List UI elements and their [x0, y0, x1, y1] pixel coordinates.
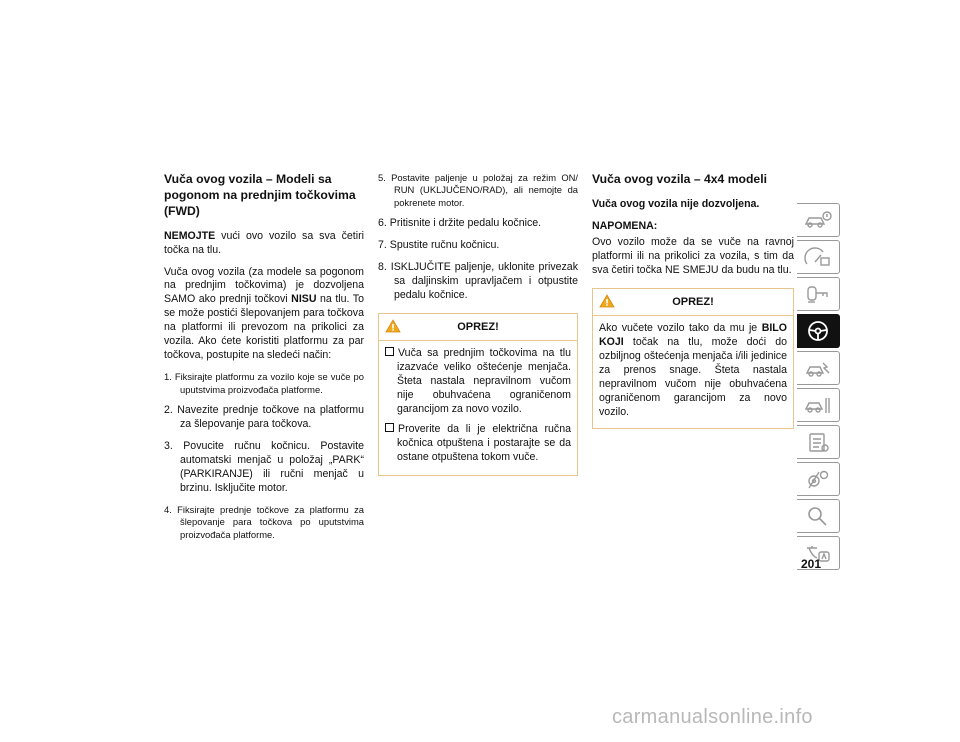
chapter-tab-rail	[797, 203, 840, 573]
keyword-nemojte: NEMOJTE	[164, 229, 216, 242]
page-number: 201	[801, 557, 822, 571]
note-text: Ovo vozilo može da se vuče na ravnoj platformi ili na prikolici za vozila, s tim da sva četiri točka NE SMEJU da budu na tlu.	[592, 235, 794, 276]
subheading-not-allowed: Vuča ovog vozila nije dozvoljena.	[592, 197, 760, 210]
step-7: 7. Spustite ručnu kočnicu.	[378, 239, 500, 252]
column-left	[164, 172, 364, 549]
tab-checklist[interactable]	[797, 425, 840, 459]
warning-text-part: točak na tlu, može doći do ozbiljnog oštećenja menjača i/ili jedinice za prenos snage. Šteta nastala nepravilnom vučom nije obuhvaćena ograničenom garancijom za novo vozilo.	[599, 335, 787, 418]
column-middle	[378, 172, 578, 476]
tab-car-tools[interactable]	[797, 388, 840, 422]
step-6: 6. Pritisnite i držite pedalu kočnice.	[378, 217, 542, 230]
warning-text	[599, 322, 787, 420]
step-4: 4. Fiksirajte prednje točkove za platformu za šlepovanje para točkova po uputstvima proizvođača platforme.	[164, 503, 364, 540]
warning-box-fwd	[378, 313, 578, 476]
warning-item-text: Proverite da li je električna ručna kočnica otpuštena i postarajte se da ostane otpuštena tokom vuče.	[397, 422, 571, 463]
tab-search[interactable]	[797, 499, 840, 533]
keyword-bilo-koji: BILO KOJI	[599, 321, 787, 348]
warning-body	[593, 316, 793, 428]
watermark: carmanualsonline.info	[612, 706, 813, 728]
paragraph-text: na tlu. To se može postići šlepovanjem para točkova na platformi ili prevozom na prikolici za vozila. Ako ćete koristiti platformu za par točkova, postupite na sledeći način:	[164, 293, 364, 362]
paragraph-text: Vuča ovog vozila (za modele sa pogonom na prednjim točkovima) je dozvoljena SAMO ako prednji točkovi	[164, 265, 364, 306]
checklist-icon	[803, 431, 833, 453]
car-tools-icon	[803, 394, 833, 416]
section-heading-fwd: Vuča ovog vozila – Modeli sa pogonom na prednjim točkovima (FWD)	[164, 172, 356, 218]
warning-box-4x4	[592, 288, 794, 429]
warning-text-part: Ako vučete vozilo tako da mu je	[599, 321, 762, 334]
keys-icon	[803, 283, 833, 305]
step-1: 1. Fiksirajte platformu za vozilo koje se vuče po uputstvima proizvođača platforme.	[164, 371, 364, 395]
checkbox-bullet-icon	[385, 423, 394, 432]
tab-gears[interactable]	[797, 462, 840, 496]
warning-title: OPREZ!	[672, 295, 714, 308]
steering-wheel-icon	[803, 319, 833, 343]
checkbox-bullet-icon	[385, 347, 394, 356]
dashboard-lights-icon	[803, 246, 833, 268]
keyword-nisu: NISU	[291, 293, 317, 306]
tab-crash[interactable]	[797, 351, 840, 385]
column-right	[592, 172, 794, 429]
steps-list-5-8	[378, 172, 578, 303]
crash-icon	[803, 357, 833, 379]
step-8: 8. ISKLJUČITE paljenje, uklonite privezak sa daljinskim upravljačem i otpustite pedalu kočnice.	[378, 261, 578, 302]
tab-dashboard-lights[interactable]	[797, 240, 840, 274]
warning-item-text: Vuča sa prednjim točkovima na tlu izazvaće veliko oštećenje menjača. Šteta nastala nepravilnom vučom nije obuhvaćena ograničenom garancijom za novo vozilo.	[397, 347, 571, 415]
section-heading-4x4: Vuča ovog vozila – 4x4 modeli	[592, 172, 767, 186]
warning-item	[385, 423, 571, 465]
step-3: 3. Povucite ručnu kočnicu. Postavite automatski menjač u položaj „PARK“ (PARKIRANJE) ili ručni menjač u brzinu. Isključite motor.	[164, 440, 364, 494]
paragraph-nemojte	[164, 230, 364, 258]
tab-car-info[interactable]	[797, 203, 840, 237]
warning-item	[385, 347, 571, 417]
warning-triangle-icon	[385, 319, 401, 333]
tab-steering-wheel[interactable]	[797, 314, 840, 348]
warning-header	[379, 314, 577, 341]
note-label: NAPOMENA:	[592, 219, 658, 232]
step-2: 2. Navezite prednje točkove na platformu za šlepovanje para točkova.	[164, 404, 364, 431]
warning-triangle-icon	[599, 294, 615, 308]
warning-title: OPREZ!	[457, 321, 499, 334]
paragraph-text: vući ovo vozilo sa sva četiri točka na tlu.	[164, 229, 364, 256]
gears-icon	[803, 468, 833, 490]
car-info-icon	[803, 209, 833, 231]
magnifier-icon	[803, 505, 833, 527]
paragraph-fwd-towing	[164, 266, 364, 364]
steps-list-1-4	[164, 371, 364, 541]
warning-body	[379, 341, 577, 475]
warning-header	[593, 289, 793, 316]
step-5: 5. Postavite paljenje u položaj za režim ON/ RUN (UKLJUČENO/RAD), ali nemojte da pokrenete motor.	[378, 172, 578, 208]
tab-keys[interactable]	[797, 277, 840, 311]
